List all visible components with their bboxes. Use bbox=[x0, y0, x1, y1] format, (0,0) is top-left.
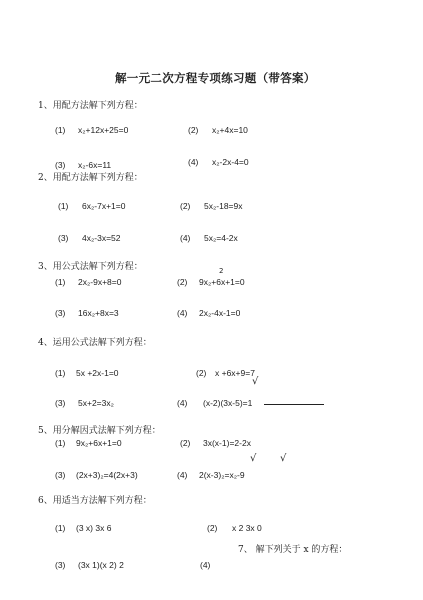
s3-q1-equation: 2x₂-9x+8=0 bbox=[78, 277, 122, 287]
s3-q4-equation: 2x₂-4x-1=0 bbox=[199, 308, 241, 318]
s1-q2-equation: x₂+4x=10 bbox=[212, 125, 248, 135]
section-1-heading: 1、用配方法解下列方程： bbox=[38, 101, 143, 111]
s3-q2-label: (2) bbox=[177, 277, 188, 287]
s5-q3-label: (3) bbox=[55, 470, 66, 480]
s6-q2-equation: x 2 3x 0 bbox=[232, 523, 262, 533]
s5-q1-equation: 9x₂+6x+1=0 bbox=[76, 438, 122, 448]
section-4-heading: 4、运用公式法解下列方程： bbox=[38, 338, 152, 348]
s1-q4-label: (4) bbox=[188, 157, 199, 167]
s2-q4-equation: 5x₂=4-2x bbox=[204, 233, 238, 243]
s1-q4-equation: x₂-2x-4=0 bbox=[212, 157, 249, 167]
s6-q3-equation: (3x 1)(x 2) 2 bbox=[78, 560, 124, 570]
section-6-heading: 6、用适当方法解下列方程： bbox=[38, 496, 152, 506]
s6-q3-label: (3) bbox=[55, 560, 66, 570]
s4-q3-equation: 5x+2=3x₂ bbox=[78, 398, 114, 408]
s2-q3-equation: 4x₂-3x=52 bbox=[82, 233, 121, 243]
s1-q1-label: (1) bbox=[55, 125, 66, 135]
s1-q3-label: (3) bbox=[55, 160, 66, 170]
s2-q2-equation: 5x₂-18=9x bbox=[204, 201, 243, 211]
s3-q3-label: (3) bbox=[55, 308, 66, 318]
s4-q3-label: (3) bbox=[55, 398, 66, 408]
s1-q2-label: (2) bbox=[188, 125, 199, 135]
s5-q1-label: (1) bbox=[55, 438, 66, 448]
s6-q1-equation: (3 x) 3x 6 bbox=[76, 523, 112, 533]
s5-q4-label: (4) bbox=[177, 470, 188, 480]
s5-q2-equation: 3x(x-1)=2-2x bbox=[203, 438, 251, 448]
s2-q1-label: (1) bbox=[58, 201, 69, 211]
s6-q4-label: (4) bbox=[200, 560, 211, 570]
s2-q2-label: (2) bbox=[180, 201, 191, 211]
s6-q2-label: (2) bbox=[207, 523, 218, 533]
s6-q1-label: (1) bbox=[55, 523, 66, 533]
s3-q2-superscript: 2 bbox=[219, 267, 224, 275]
s3-q2-equation: 9x₂+6x+1=0 bbox=[199, 277, 245, 287]
s4-q2-equation: x +6x+9=7 bbox=[215, 368, 255, 378]
s5-q2-label: (2) bbox=[180, 438, 191, 448]
s5-q3-equation: (2x+3)₂=4(2x+3) bbox=[76, 470, 138, 480]
answer-blank-line bbox=[264, 404, 324, 405]
s4-q2-label: (2) bbox=[196, 368, 207, 378]
s3-q3-equation: 16x₂+8x=3 bbox=[78, 308, 119, 318]
s5-radical-icon-1: √ bbox=[250, 453, 257, 464]
s3-q1-label: (1) bbox=[55, 277, 66, 287]
s4-q2-radical-icon: √ bbox=[252, 376, 259, 387]
s2-q3-label: (3) bbox=[58, 233, 69, 243]
s5-radical-icon-2: √ bbox=[280, 453, 287, 464]
s2-q1-equation: 6x₂-7x+1=0 bbox=[82, 201, 126, 211]
s3-q4-label: (4) bbox=[177, 308, 188, 318]
s1-q3-equation: x₂-6x=11 bbox=[78, 160, 112, 170]
section-2-heading: 2、用配方法解下列方程： bbox=[38, 173, 143, 183]
section-7-heading: 7、 解下列关于 x 的方程： bbox=[238, 545, 348, 555]
section-5-heading: 5、用分解因式法解下列方程： bbox=[38, 426, 161, 436]
s4-q4-equation: (x-2)(3x-5)=1 bbox=[203, 398, 253, 408]
page-title: 解一元二次方程专项练习题（带答案） bbox=[115, 71, 316, 85]
s4-q4-label: (4) bbox=[177, 398, 188, 408]
section-3-heading: 3、用公式法解下列方程： bbox=[38, 262, 143, 272]
s2-q4-label: (4) bbox=[180, 233, 191, 243]
s4-q1-label: (1) bbox=[55, 368, 66, 378]
s1-q1-equation: x₂+12x+25=0 bbox=[78, 125, 129, 135]
s5-q4-equation: 2(x-3)₂=x₂-9 bbox=[199, 470, 245, 480]
s4-q1-equation: 5x +2x-1=0 bbox=[76, 368, 119, 378]
